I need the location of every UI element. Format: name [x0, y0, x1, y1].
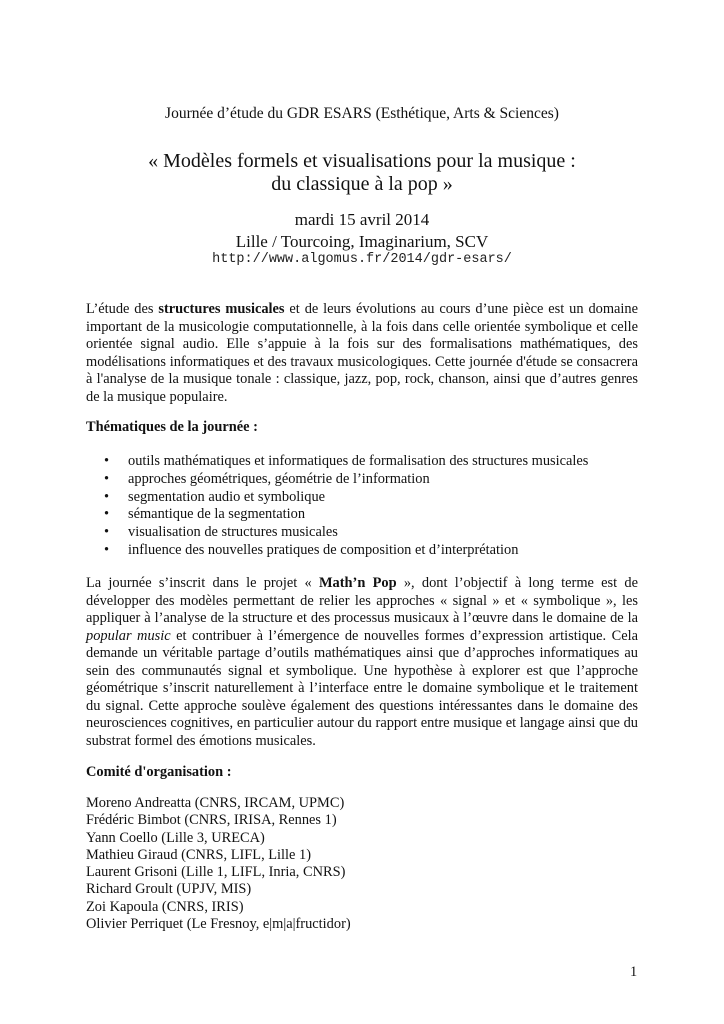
event-subtitle: Journée d’étude du GDR ESARS (Esthétique, Arts & Sciences) — [165, 105, 559, 122]
themes-list — [86, 453, 588, 560]
list-item-text: visualisation de structures musicales — [128, 524, 338, 541]
event-title-line-2: du classique à la pop » — [271, 173, 453, 195]
project-text-1: La journée s’inscrit dans le projet « — [86, 575, 319, 591]
list-item: Olivier Perriquet (Le Fresnoy, e|m|a|fructidor) — [86, 916, 351, 933]
list-item-text: approches géométriques, géométrie de l’information — [128, 470, 430, 487]
bullet-icon: • — [104, 524, 110, 541]
list-item — [86, 542, 588, 560]
project-text-2: », dont l’objectif à long terme est de développer des modèles permettant de relier les approches « signal » et « symbolique », les appliquer à l’analyse de la structure et des processus musicaux à l’œuvre dans le domaine de la — [86, 575, 638, 626]
list-item: Mathieu Giraud (CNRS, LIFL, Lille 1) — [86, 846, 312, 863]
event-place: Lille / Tourcoing, Imaginarium, SCV — [235, 232, 489, 251]
bullet-icon: • — [104, 506, 110, 523]
intro-bold-term: structures musicales — [158, 301, 285, 317]
intro-text-start: L’étude des — [86, 301, 159, 317]
list-item-text: outils mathématiques et informatiques de formalisation des structures musicales — [128, 453, 589, 469]
list-item: Frédéric Bimbot (CNRS, IRISA, Rennes 1) — [86, 812, 337, 829]
list-item: Moreno Andreatta (CNRS, IRCAM, UPMC) — [86, 795, 345, 811]
list-item — [86, 489, 588, 507]
bullet-icon: • — [104, 488, 110, 505]
list-item-text: sémantique de la segmentation — [128, 506, 306, 523]
list-item — [86, 506, 588, 524]
list-item: Richard Groult (UPJV, MIS) — [86, 881, 252, 898]
page-number: 1 — [630, 964, 638, 980]
event-title-line-1: « Modèles formels et visualisations pour la musique : — [148, 150, 576, 172]
intro-text-rest: et de leurs évolutions au cours d’une pièce est un domaine important de la musicologie computationnelle, à la fois dans celle orientée symbolique et celle orientée signal audio. Elle s’appuie à la fois sur des formalisations mathématiques, des modélisations informatiques et des travaux musicologiques. Cette journée d'étude se consacrera à l'analyse de la musique tonale : classique, jazz, pop, rock, chanson, ainsi que d’autres genres de la musique populaire. — [86, 301, 638, 405]
list-item-text: segmentation audio et symbolique — [128, 488, 326, 505]
event-date: mardi 15 avril 2014 — [294, 210, 430, 229]
list-item — [86, 524, 588, 542]
bullet-icon: • — [104, 453, 110, 469]
committee-list — [86, 795, 351, 933]
list-item — [86, 453, 588, 471]
themes-heading: Thématiques de la journée : — [86, 419, 258, 435]
project-paragraph — [86, 575, 638, 750]
project-text-3: et contribuer à l’émergence de nouvelles formes d’expression artistique. Cela demande un véritable partage d’outils mathématiques ainsi que d’approches informatiques au sein des communautés signal et symbolique. Une hypothèse à explorer est que l’approche géométrique s’inscrit naturellement à l’interface entre le domaine symbolique et le traitement du signal. Cette approche soulève également des questions intéressantes dans le domaine des neurosciences cognitives, en particulier autour du rapport entre musique et langage ainsi que du substrat formel des émotions musicales. — [86, 627, 638, 749]
list-item: Laurent Grisoni (Lille 1, LIFL, Inria, CNRS) — [86, 864, 346, 881]
committee-heading: Comité d'organisation : — [86, 764, 232, 780]
bullet-icon: • — [104, 541, 110, 558]
bullet-icon: • — [104, 470, 110, 487]
list-item-text: influence des nouvelles pratiques de composition et d’interprétation — [128, 541, 519, 558]
event-url: http://www.algomus.fr/2014/gdr-esars/ — [212, 252, 512, 267]
list-item: Zoi Kapoula (CNRS, IRIS) — [86, 898, 244, 915]
project-name: Math’n Pop — [318, 575, 397, 591]
list-item: Yann Coello (Lille 3, URECA) — [86, 829, 265, 846]
list-item — [86, 471, 588, 489]
intro-paragraph — [86, 301, 638, 406]
project-italic-term: popular music — [86, 627, 171, 644]
